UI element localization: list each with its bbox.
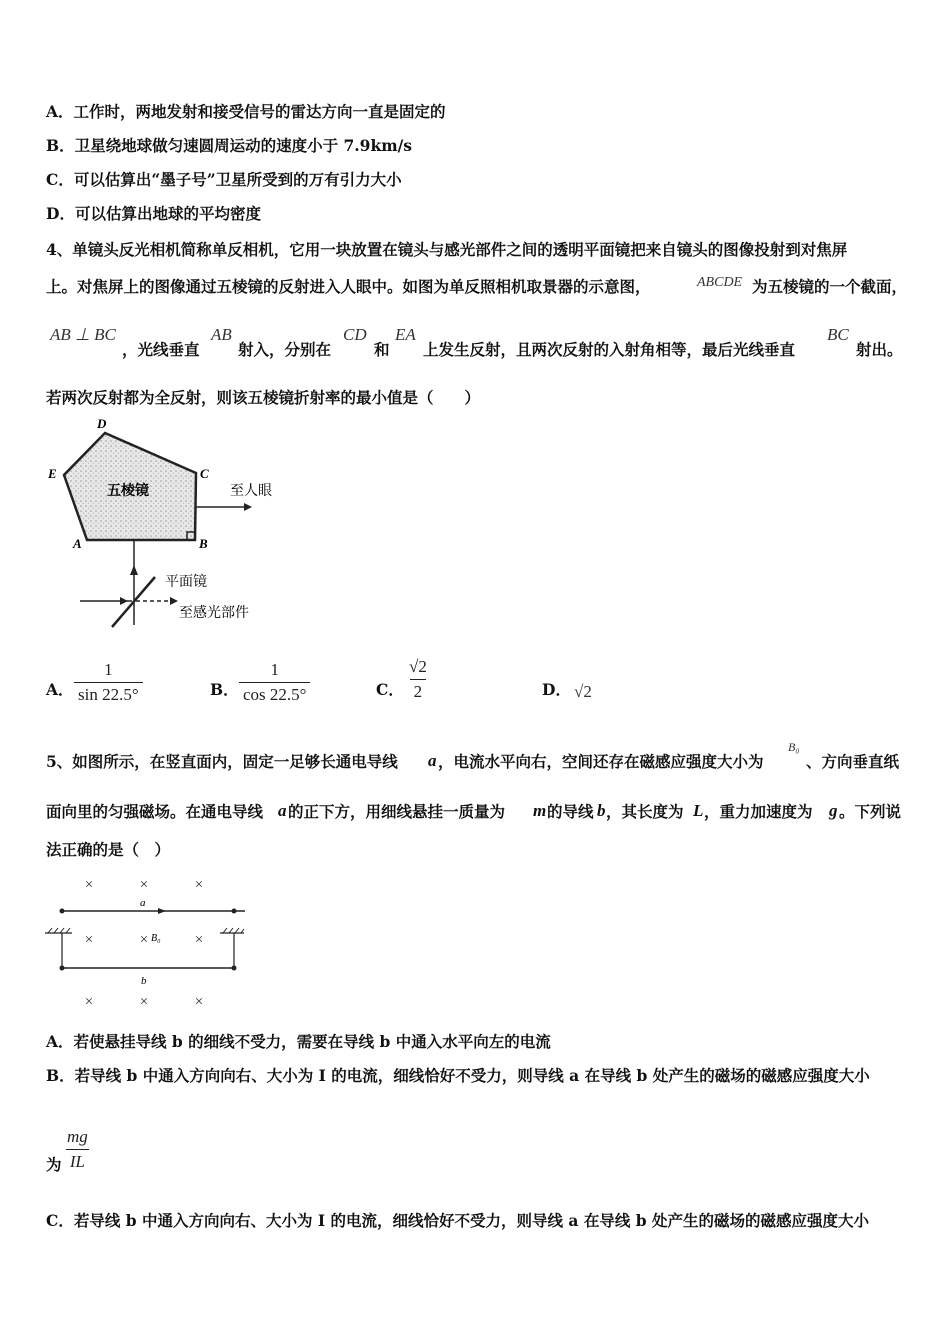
q4-stem-line3c: 和	[374, 340, 390, 359]
q4-option-a-numerator: 1	[104, 660, 113, 679]
q3-option-c: C．可以估算出“墨子号”卫星所受到的万有引力大小	[46, 170, 402, 189]
q4-stem-line4: 若两次反射都为全反射，则该五棱镜折射率的最小值是（ ）	[46, 388, 481, 407]
q5-option-b: B．若导线 b 中通入方向向右、大小为 I 的电流，细线恰好不受力，则导线 a 在导线 b 处产生的磁场的磁感应强度大小	[46, 1066, 870, 1085]
field-cross-8: ×	[139, 994, 149, 1010]
q4-option-b-label: B．	[210, 680, 239, 699]
q5-option-b-wei: 为	[46, 1155, 62, 1174]
q4-pentaprism-figure	[40, 415, 280, 635]
q5-stem-line1a: 5、如图所示，在竖直面内，固定一足够长通电导线	[46, 752, 398, 771]
q4-option-c-numerator: √2	[409, 657, 427, 676]
q4-stem-line2a: 上。对焦屏上的图像通过五棱镜的反射进入人眼中。如图为单反照相机取景器的示意图，	[46, 277, 651, 296]
wire-b-left-dot	[60, 966, 65, 971]
q4-option-a-fraction	[74, 660, 143, 705]
q4-math-ab: AB	[211, 325, 232, 344]
exit-arrow-icon	[244, 503, 252, 511]
q5-wire-a-symbol: a	[428, 751, 437, 770]
field-cross-6: ×	[194, 932, 204, 948]
q4-option-a-label: A．	[46, 680, 74, 699]
q5-stem-line2a: 面向里的匀强磁场。在通电导线	[46, 802, 264, 821]
q5-option-c: C．若导线 b 中通入方向向右、大小为 I 的电流，细线恰好不受力，则导线 a 在导线 b 处产生的磁场的磁感应强度大小	[46, 1211, 869, 1230]
q4-option-c-label: C．	[376, 680, 404, 699]
sensor-arrow-icon	[170, 597, 178, 605]
q5-stem-line1b: ，电流水平向右，空间还存在磁感应强度大小为	[438, 752, 764, 771]
wire-a-right-dot	[232, 909, 237, 914]
q5-length-symbol: L	[693, 801, 704, 820]
q5-math-b0: B₀	[788, 740, 800, 754]
q5-wire-b-symbol: b	[597, 801, 606, 820]
vertex-a-label: A	[73, 536, 82, 551]
q4-option-c-fraction	[405, 657, 431, 702]
field-b0-label: B₀	[151, 933, 161, 944]
q5-stem-line2e: ，重力加速度为	[704, 802, 813, 821]
q4-math-bc: BC	[827, 325, 849, 344]
q5-stem-line2f: 。下列说	[839, 802, 902, 821]
field-cross-5: ×	[139, 932, 149, 948]
up-arrow-icon	[130, 565, 138, 575]
q4-option-d-label: D．	[542, 680, 571, 699]
field-cross-9: ×	[194, 994, 204, 1010]
q4-option-b-denominator: cos 22.5°	[239, 682, 310, 705]
q5-stem-line1c: 、方向垂直纸	[806, 752, 900, 771]
q4-math-ab-perp-bc: AB ⊥ BC	[50, 325, 116, 344]
q4-stem-line2b: 为五棱镜的一个截面，	[752, 277, 908, 296]
q5-stem-line2d: ，其长度为	[606, 802, 684, 821]
vertex-e-label: E	[48, 466, 57, 481]
q3-option-a: A．工作时，两地发射和接受信号的雷达方向一直是固定的	[46, 102, 446, 121]
q5-wire-figure	[40, 868, 260, 1016]
q5-option-b-denominator: IL	[66, 1149, 89, 1172]
field-cross-1: ×	[84, 877, 94, 893]
incoming-arrow-icon	[120, 597, 128, 605]
q5-stem-line3: 法正确的是（ ）	[46, 840, 171, 859]
q5-mass-symbol: m	[533, 801, 547, 820]
field-cross-7: ×	[84, 994, 94, 1010]
q4-stem-line1: 4、单镜头反光相机简称单反相机，它用一块放置在镜头与感光部件之间的透明平面镜把来自镜头的图像投射到对焦屏	[46, 240, 848, 259]
sensor-label: 至感光部件	[179, 606, 249, 621]
eye-label: 至人眼	[230, 484, 272, 499]
wire-b-label: b	[141, 975, 147, 987]
current-arrow-icon	[158, 908, 166, 914]
q5-stem-line2c: 的导线	[547, 802, 594, 821]
vertex-c-label: C	[200, 466, 209, 481]
wire-a-left-dot	[60, 909, 65, 914]
field-cross-3: ×	[194, 877, 204, 893]
q4-stem-line3e: 射出。	[856, 340, 903, 359]
vertex-d-label: D	[97, 416, 107, 431]
ceiling-right-hatch	[223, 928, 244, 933]
field-cross-4: ×	[84, 932, 94, 948]
q4-option-d-value: √2	[574, 682, 592, 701]
q4-option-a-denominator: sin 22.5°	[74, 682, 143, 705]
wire-a-label: a	[140, 897, 146, 909]
q4-math-abcde: ABCDE	[697, 275, 743, 290]
q4-stem-line3b: 射入，分别在	[238, 340, 332, 359]
q4-stem-line3d: 上发生反射，且两次反射的入射角相等，最后光线垂直	[423, 340, 796, 359]
ceiling-left-hatch	[48, 928, 70, 933]
mirror-label: 平面镜	[165, 575, 207, 590]
field-cross-2: ×	[139, 877, 149, 893]
prism-label: 五棱镜	[107, 484, 149, 499]
q5-option-b-numerator: mg	[67, 1127, 88, 1146]
q3-option-b: B．卫星绕地球做匀速圆周运动的速度小于 7.9km/s	[46, 136, 412, 155]
q5-wire-a-symbol-2: a	[278, 801, 287, 820]
q3-option-d: D．可以估算出地球的平均密度	[46, 204, 261, 223]
q5-stem-line2b: 的正下方，用细线悬挂一质量为	[288, 802, 506, 821]
q4-math-ea: EA	[395, 325, 416, 344]
vertex-b-label: B	[199, 536, 208, 551]
q4-math-cd: CD	[343, 325, 367, 344]
q5-option-a: A．若使悬挂导线 b 的细线不受力，需要在导线 b 中通入水平向左的电流	[46, 1032, 551, 1051]
wire-b-right-dot	[232, 966, 237, 971]
q5-gravity-symbol: g	[829, 801, 838, 820]
q4-stem-line3a: ，光线垂直	[122, 340, 200, 359]
q5-option-b-fraction	[63, 1127, 92, 1172]
q4-option-c-denominator: 2	[410, 679, 427, 702]
q4-option-b-fraction	[239, 660, 310, 705]
q4-option-b-numerator: 1	[270, 660, 279, 679]
